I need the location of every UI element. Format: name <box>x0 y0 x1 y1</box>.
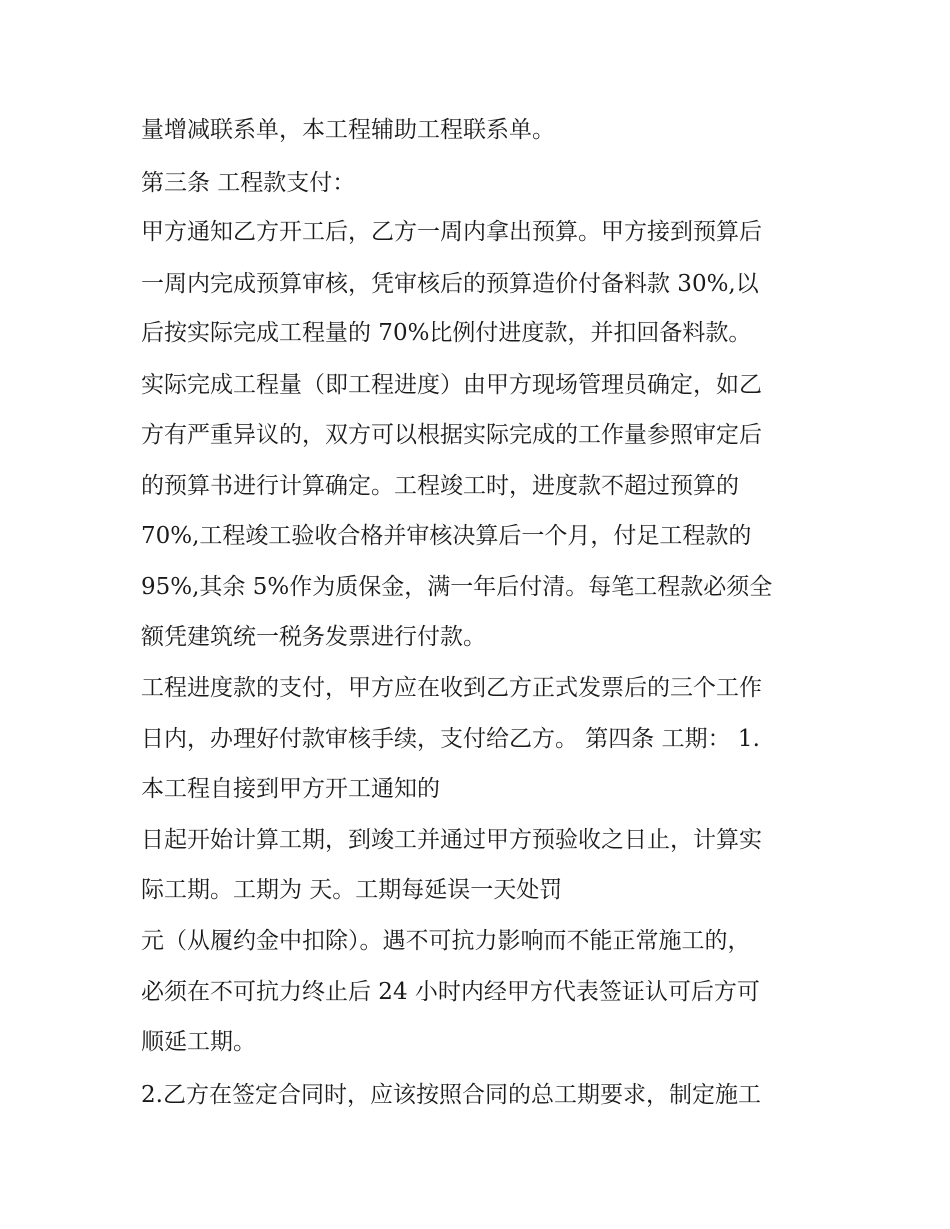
text-line: 日起开始计算工期，到竣工并通过甲方预验收之日止，计算实 <box>141 827 762 853</box>
text-line: 70%,工程竣工验收合格并审核决算后一个月，付足工程款的 <box>141 523 752 549</box>
text-line: 量增减联系单，本工程辅助工程联系单。 <box>141 117 555 143</box>
text-line: 本工程自接到甲方开工通知的 <box>141 776 440 802</box>
text-line: 工程进度款的支付，甲方应在收到乙方正式发票后的三个工作 <box>141 675 762 701</box>
text-line: 一周内完成预算审核，凭审核后的预算造价付备料款 30%,以 <box>141 271 759 297</box>
section-heading: 第三条 工程款支付： <box>141 170 356 196</box>
text-line: 的预算书进行计算确定。工程竣工时，进度款不超过预算的 <box>141 473 739 499</box>
text-line: 顺延工期。 <box>141 1029 256 1055</box>
text-line: 元（从履约金中扣除）。遇不可抗力影响而不能正常施工的， <box>141 928 751 954</box>
text-line: 后按实际完成工程量的 70%比例付进度款，并扣回备料款。 <box>141 320 752 346</box>
text-line: 95%,其余 5%作为质保金，满一年后付清。每笔工程款必须全 <box>141 574 773 600</box>
text-line: 额凭建筑统一税务发票进行付款。 <box>141 624 486 650</box>
text-line: 2.乙方在签定合同时，应该按照合同的总工期要求，制定施工 <box>141 1082 761 1108</box>
text-line: 必须在不可抗力终止后 24 小时内经甲方代表签证认可后方可 <box>141 979 760 1005</box>
text-line: 方有严重异议的，双方可以根据实际完成的工作量参照审定后 <box>141 422 762 448</box>
text-line: 日内，办理好付款审核手续，支付给乙方。 第四条 工期： 1. <box>141 726 760 752</box>
text-line: 甲方通知乙方开工后，乙方一周内拿出预算。甲方接到预算后 <box>141 219 762 245</box>
text-line: 实际完成工程量（即工程进度）由甲方现场管理员确定，如乙 <box>141 372 762 398</box>
text-line: 际工期。工期为 天。工期每延误一天处罚 <box>141 877 563 903</box>
